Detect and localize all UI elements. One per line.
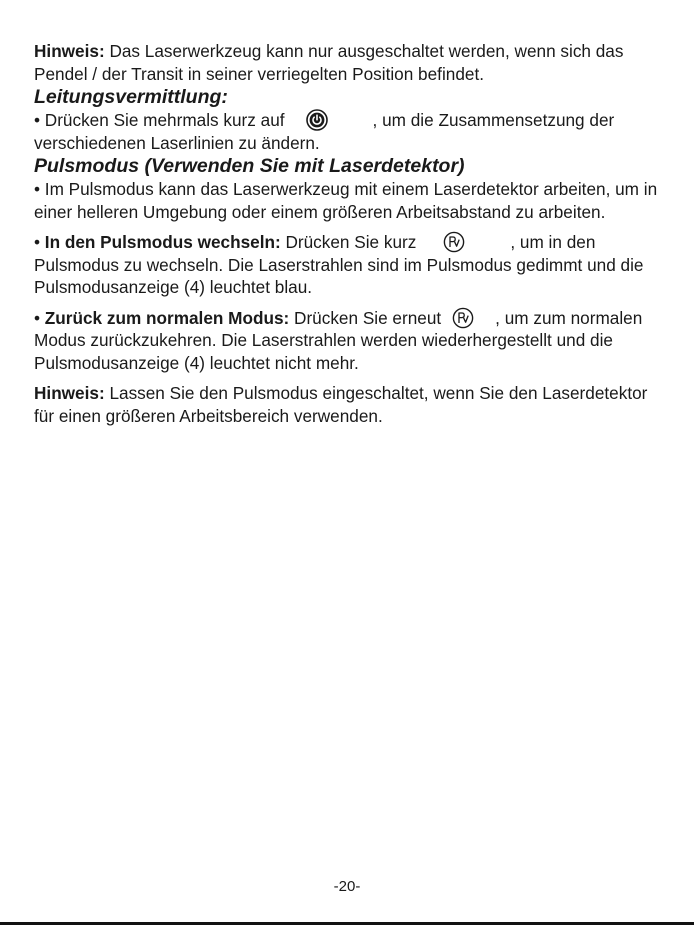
note-text: Lassen Sie den Pulsmodus eingeschaltet, wenn Sie den Laserdetektor für einen größeren Arbeitsbereich verwenden. [34, 383, 648, 426]
pulse-exit-bullet: • [34, 307, 45, 328]
pulse-exit-text-after: , um zum normalen Modus zurückzukehren. Die Laserstrahlen werden wiederhergestellt und die Pulsmodusanzeige (4) leuchtet nicht mehr. [34, 307, 643, 373]
pulse-enter-label: In den Pulsmodus wechseln: [44, 232, 281, 252]
pulse-mode-exit-instruction [34, 307, 664, 375]
page-number: -20- [333, 878, 361, 895]
pulse-enter-text-after: , um in den Pulsmodus zu wechseln. Die Laserstrahlen sind im Pulsmodus gedimmt und die Pulsmodusanzeige (4) leuchtet blau. [34, 232, 644, 297]
pulse-enter-text-before: Drücken Sie kurz [280, 232, 417, 252]
line-switching-text-before: • Drücken Sie mehrmals kurz auf [34, 110, 285, 130]
pulse-mode-heading: Pulsmodus (Verwenden Sie mit Laserdetektor) [34, 155, 465, 177]
pulse-button-icon [442, 231, 466, 253]
note-label: Hinweis: [34, 383, 105, 403]
bottom-divider [0, 922, 694, 925]
pulse-mode-intro: • Im Pulsmodus kann das Laserwerkzeug mit einem Laserdetektor arbeiten, um in einer helleren Umgebung oder einem größeren Arbeitsabstand zu arbeiten. [34, 179, 658, 222]
note-text: Das Laserwerkzeug kann nur ausgeschaltet werden, wenn sich das Pendel / der Transit in seiner verriegelten Position befindet. [34, 41, 624, 84]
line-switching-heading: Leitungsvermittlung: [34, 86, 228, 108]
note-locked-pendulum [34, 40, 664, 85]
pulse-enter-bullet: • [34, 232, 45, 252]
pulse-exit-label: Zurück zum normalen Modus: [44, 307, 290, 328]
pulse-mode-enter-instruction [34, 231, 664, 299]
line-switching-instruction [34, 109, 664, 154]
note-detector-usage [34, 382, 664, 427]
pulse-exit-text-before: Drücken Sie erneut [289, 307, 442, 328]
note-label: Hinweis: [34, 41, 105, 61]
pulse-button-icon [451, 307, 475, 329]
line-switching-text-after: , um die Zusammensetzung der verschiedenen Laserlinien zu ändern. [34, 110, 615, 153]
manual-page-content [34, 40, 664, 427]
power-button-icon [305, 109, 329, 131]
